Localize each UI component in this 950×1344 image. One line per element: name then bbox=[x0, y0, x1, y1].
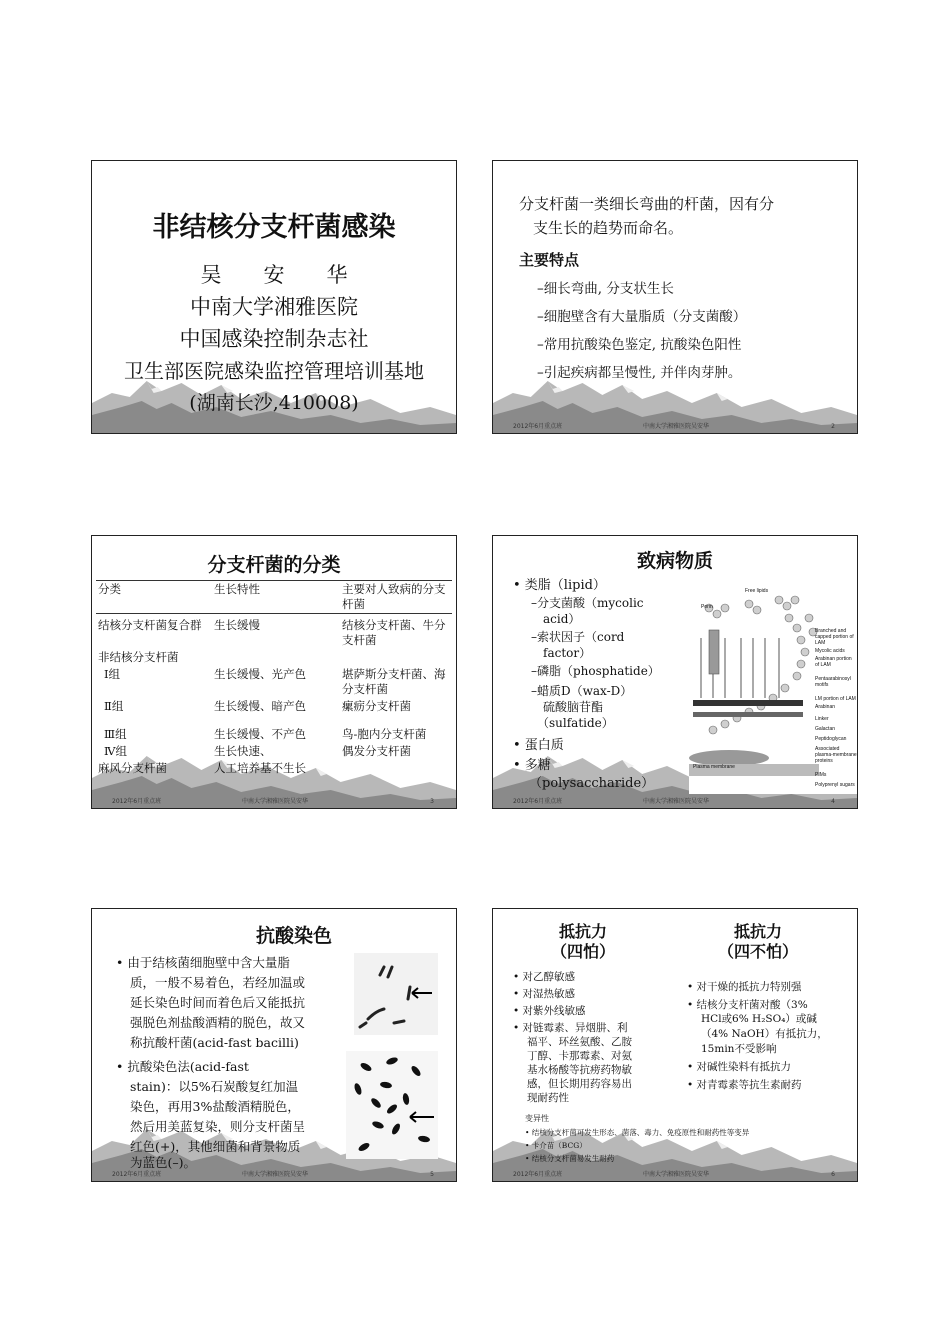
footer-date: 2012年6月重点班 bbox=[112, 798, 162, 805]
sub-item: –蜡质D（wax-D） bbox=[531, 684, 633, 698]
slide-title: 分支杆菌的分类 bbox=[207, 554, 341, 576]
table-header: 主要对人致病的分支杆菌 bbox=[342, 582, 446, 611]
table-cell: Ⅱ组 bbox=[104, 699, 124, 713]
variation-item: • 卡介苗（BCG） bbox=[525, 1141, 587, 1150]
table-header: 分类 bbox=[98, 582, 121, 596]
footer-org: 中南大学湘雅医院吴安华 bbox=[643, 1171, 710, 1178]
slide-footer bbox=[92, 796, 456, 808]
figure-label: PIMs bbox=[815, 772, 827, 778]
table-header: 生长特性 bbox=[214, 582, 260, 596]
bullet-item: • 多糖 bbox=[513, 758, 551, 773]
acid-fast-micrograph-2 bbox=[346, 1051, 438, 1159]
list-item: • 对链霉素、异烟肼、利 bbox=[513, 1022, 628, 1034]
list-item: • 对干燥的抵抗力特别强 bbox=[687, 981, 802, 993]
list-item: 现耐药性 bbox=[527, 1092, 569, 1104]
slide-4 bbox=[492, 535, 858, 809]
variation-heading: 变异性 bbox=[525, 1114, 549, 1123]
footer-date: 2012年6月重点班 bbox=[513, 798, 563, 805]
table-cell: 生长缓慢、暗产色 bbox=[214, 699, 306, 713]
page-number: 5 bbox=[430, 1171, 434, 1178]
table-cell: 偶发分支杆菌 bbox=[342, 744, 411, 758]
figure-label: LM portion of LAM bbox=[815, 696, 856, 702]
figure-label: Porin bbox=[701, 604, 713, 610]
slide-3 bbox=[91, 535, 457, 809]
table-cell: 非结核分支杆菌 bbox=[98, 650, 179, 664]
table-cell bbox=[212, 649, 340, 666]
slide-5 bbox=[91, 908, 457, 1182]
column-title: 抵抗力 bbox=[733, 922, 782, 941]
page-number: 4 bbox=[831, 798, 835, 805]
paragraph-line: • 由于结核菌细胞壁中含大量脂 bbox=[116, 955, 290, 970]
figure-label: Linker bbox=[815, 716, 829, 722]
table-cell: 生长缓慢 bbox=[214, 618, 260, 632]
footer-date: 2012年6月重点班 bbox=[112, 1171, 162, 1178]
paragraph-line: 为蓝色(–)。 bbox=[130, 1155, 197, 1170]
table-cell: 麻风分支杆菌 bbox=[98, 761, 167, 775]
list-item: HCl或6% H₂SO₄）或碱 bbox=[701, 1013, 817, 1025]
paragraph-line: stain)：以5%石炭酸复红加温 bbox=[130, 1079, 299, 1094]
paragraph-line: 延长染色时间而着色后又能抵抗 bbox=[130, 995, 306, 1010]
list-item: 基水杨酸等抗痨药物敏 bbox=[527, 1064, 632, 1076]
table-cell: 结核分支杆菌、牛分支杆菌 bbox=[342, 618, 446, 647]
figure-label: Pentaarabinosyl motifs bbox=[815, 676, 851, 688]
table-row bbox=[96, 614, 452, 650]
section-heading: 主要特点 bbox=[519, 251, 580, 269]
paragraph-line: 染色，再用3%盐酸酒精脱色， bbox=[130, 1099, 300, 1114]
table-row bbox=[96, 726, 452, 743]
affiliation-line: 中南大学湘雅医院 bbox=[190, 295, 358, 319]
figure-label: Polyprenyl sugars bbox=[815, 782, 855, 788]
footer-org: 中南大学湘雅医院吴安华 bbox=[643, 423, 710, 430]
column-title: 抵抗力 bbox=[558, 922, 607, 941]
table-cell: 生长缓慢、光产色 bbox=[214, 667, 306, 681]
footer-org: 中南大学湘雅医院吴安华 bbox=[643, 798, 710, 805]
table-cell: Ⅰ组 bbox=[104, 667, 121, 681]
sub-item: factor） bbox=[543, 646, 592, 660]
table-row bbox=[96, 698, 452, 726]
figure-label: Mycolic acids bbox=[815, 648, 845, 654]
variation-item: • 结核分支杆菌可发生形态、菌落、毒力、免疫原性和耐药性等变异 bbox=[525, 1128, 750, 1137]
figure-label: Peptidoglycan bbox=[815, 736, 847, 742]
list-item: • 对青霉素等抗生素耐药 bbox=[687, 1079, 802, 1091]
list-item: 丁醇、卡那霉素、对氨 bbox=[527, 1050, 632, 1062]
list-item: （4% NaOH）有抵抗力， bbox=[701, 1028, 828, 1040]
slide-footer bbox=[493, 1169, 857, 1181]
affiliation-line: 卫生部医院感染监控管理培训基地 bbox=[124, 359, 424, 383]
slide-2 bbox=[492, 160, 858, 434]
author-name: 吴 安 华 bbox=[200, 263, 348, 287]
sub-item: –磷脂（phosphatide） bbox=[531, 664, 660, 678]
paragraph-line: • 抗酸染色法(acid-fast bbox=[116, 1059, 249, 1074]
slide-footer bbox=[493, 421, 857, 433]
sub-item: –索状因子（cord bbox=[531, 630, 625, 644]
footer-org: 中南大学湘雅医院吴安华 bbox=[242, 1171, 309, 1178]
table-row bbox=[96, 760, 452, 777]
table-cell: 鸟-胞内分支杆菌 bbox=[342, 727, 427, 741]
footer-date: 2012年6月重点班 bbox=[513, 423, 563, 430]
affiliation-line: (湖南长沙,410008) bbox=[189, 392, 359, 414]
paragraph-line: 质，一般不易着色，若经加温或 bbox=[130, 975, 306, 990]
slide-title: 非结核分支杆菌感染 bbox=[152, 212, 396, 243]
list-item: • 对乙醇敏感 bbox=[513, 971, 576, 983]
list-item: • 对紫外线敏感 bbox=[513, 1005, 586, 1017]
sub-item: （sulfatide） bbox=[537, 716, 614, 730]
slide-6 bbox=[492, 908, 858, 1182]
column-subtitle: （四怕） bbox=[550, 942, 615, 961]
table-row bbox=[96, 666, 452, 698]
table-cell: 生长快速、 bbox=[214, 744, 272, 758]
table-header-row bbox=[96, 581, 452, 614]
feature-item: –细长弯曲, 分支状生长 bbox=[537, 281, 674, 297]
table-cell: Ⅲ组 bbox=[104, 727, 127, 741]
table-row bbox=[96, 649, 452, 666]
footer-org: 中南大学湘雅医院吴安华 bbox=[242, 798, 309, 805]
list-item: 感，但长期用药容易出 bbox=[527, 1078, 632, 1090]
paragraph-line: 强脱色剂盐酸酒精的脱色，故又 bbox=[130, 1015, 306, 1030]
affiliation-line: 中国感染控制杂志社 bbox=[179, 327, 369, 351]
page-number: 2 bbox=[831, 423, 835, 430]
figure-label: Arabinan portion of LAM bbox=[815, 656, 852, 668]
slide-1 bbox=[91, 160, 457, 434]
paragraph-line: 然后用美蓝复染，则分支杆菌呈 bbox=[130, 1119, 306, 1134]
classification-table bbox=[96, 581, 452, 777]
slide-title: 抗酸染色 bbox=[255, 925, 332, 947]
bullet-item: • 类脂（lipid） bbox=[513, 578, 606, 593]
table-cell bbox=[340, 649, 452, 666]
figure-label: Branched and capped portion of LAM bbox=[815, 628, 854, 646]
bullet-item: （polysaccharide） bbox=[529, 776, 655, 791]
slide-footer bbox=[92, 1169, 456, 1181]
sub-item: acid） bbox=[543, 612, 581, 626]
page-number: 6 bbox=[831, 1171, 835, 1178]
table-cell: 人工培养基不生长 bbox=[214, 761, 306, 775]
list-item: 15min不受影响 bbox=[701, 1043, 777, 1055]
list-item: • 对碱性染料有抵抗力 bbox=[687, 1061, 792, 1073]
table-cell: 瘰疬分支杆菌 bbox=[342, 699, 411, 713]
variation-item: • 结核分支杆菌易发生耐药 bbox=[525, 1154, 615, 1163]
table-cell: 堪萨斯分支杆菌、海分支杆菌 bbox=[342, 667, 446, 696]
footer-date: 2012年6月重点班 bbox=[513, 1171, 563, 1178]
feature-item: –细胞壁含有大量脂质（分支菌酸） bbox=[537, 309, 747, 325]
bullet-item: • 蛋白质 bbox=[513, 738, 564, 753]
feature-item: –常用抗酸染色鉴定, 抗酸染色阳性 bbox=[537, 337, 742, 353]
page-number: 3 bbox=[430, 798, 434, 805]
figure-label: Galactan bbox=[815, 726, 836, 732]
figure-label: Arabinan bbox=[815, 704, 836, 710]
list-item: • 对湿热敏感 bbox=[513, 988, 576, 1000]
list-item: 福平、环丝氨酸、乙胺 bbox=[527, 1036, 632, 1048]
slide-footer bbox=[493, 796, 857, 808]
sub-item: –分支菌酸（mycolic bbox=[531, 596, 644, 610]
table-cell bbox=[340, 760, 452, 777]
table-cell: 生长缓慢、不产色 bbox=[214, 727, 306, 741]
table-cell: 结核分支杆菌复合群 bbox=[98, 618, 202, 632]
table-row bbox=[96, 743, 452, 760]
column-subtitle: （四不怕） bbox=[717, 942, 798, 961]
figure-label: Plasma membrane bbox=[693, 764, 735, 770]
slide-title: 致病物质 bbox=[636, 550, 713, 572]
feature-item: –引起疾病都呈慢性, 并伴肉芽肿。 bbox=[537, 365, 742, 381]
intro-text: 支生长的趋势而命名。 bbox=[533, 219, 684, 237]
paragraph-line: 红色(+)，其他细菌和背景物质 bbox=[130, 1139, 301, 1154]
figure-label: Free lipids bbox=[745, 588, 769, 594]
intro-text: 分支杆菌一类细长弯曲的杆菌，因有分 bbox=[519, 195, 775, 213]
paragraph-line: 称抗酸杆菌(acid-fast bacilli) bbox=[130, 1035, 299, 1050]
list-item: • 结核分支杆菌对酸（3% bbox=[687, 999, 808, 1011]
figure-label: Associated plasma-membrane proteins bbox=[815, 746, 857, 764]
acid-fast-micrograph-1 bbox=[354, 953, 438, 1035]
table-cell: Ⅳ组 bbox=[104, 744, 127, 758]
sub-item: 硫酸脑苷酯 bbox=[543, 700, 604, 714]
